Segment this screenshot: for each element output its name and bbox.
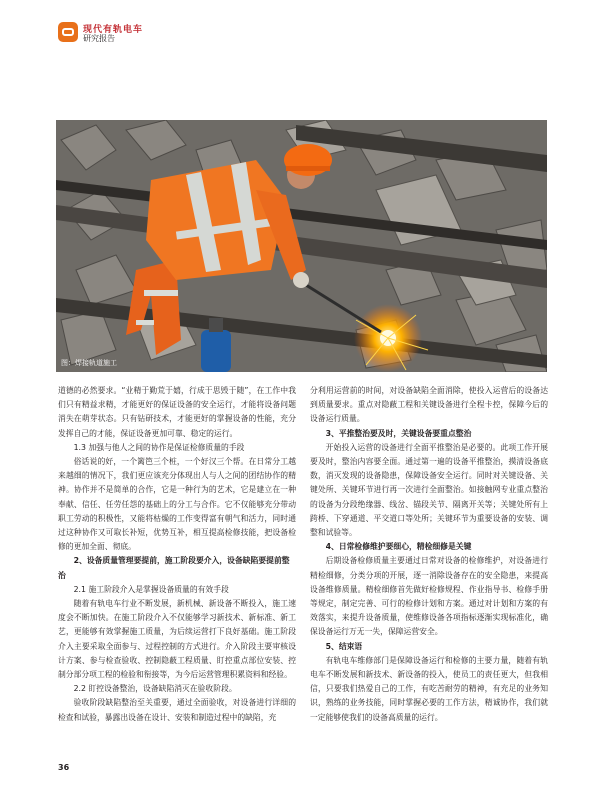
paragraph: 后期设备检修质量主要通过日常对设备的检修维护，对设备进行精检细修，分类分项的开展，逐一消除设备存在的安全隐患，来提高设备维修质量。精检细修首先做好检修规程、作业指导书、检修手册等规定，制定完善、可行的检修计划和方案。通过对计划和方案的有效落实，来提升设备质量，使维修设备各项指标逐渐实现标准化，确保设备运行万无一失，保障运营安全。 <box>310 556 548 637</box>
magazine-name: 现代有轨电车 <box>83 25 144 35</box>
paragraph: 验收阶段缺陷整治至关重要，通过全面验收，对设备进行详细的检查和试验，暴露出设备在设计、安装和制造过程中的缺陷，充 <box>58 698 296 722</box>
photo-illustration <box>56 120 547 372</box>
section-heading: 3、平推整治要及时，关键设备要重点整治 <box>325 428 472 438</box>
page-header <box>58 22 278 46</box>
subheading: 2.2 盯控设备整治，设备缺陷消灭在验收阶段。 <box>73 684 237 694</box>
section-heading: 5、结束语 <box>325 641 363 651</box>
left-text-column <box>58 384 296 725</box>
right-text-column <box>310 384 548 725</box>
subheading: 2.1 施工阶段介入是掌握设备质量的有效手段 <box>73 584 229 594</box>
paragraph: 俗话说的好，一个篱笆三个桩，一个好汉三个帮。在日常分工越来越细的情况下，我们更应该充分体现出人与人之间的团结协作的精神。协作并不是简单的合作，它是一种行为的艺术，它是建立在一种奉献、信任、任劳任怨的基础上的分工与合作。它不仅能够充分带动职工劳动的积极性，又能将枯燥的工作变得富有朝气和活力，同时通过这种协作又可取长补短，优势互补，相互提高检修技能，把设备检修的更加全面、彻底。 <box>58 457 296 552</box>
paragraph: 分利用运营前的时间，对设备缺陷全面消除，使投入运营后的设备达到质量要求。重点对隐蔽工程和关键设备进行全程卡控，保障今后的设备运行质量。 <box>310 386 548 424</box>
photo-caption: 图：焊接轨道施工 <box>61 359 117 367</box>
magazine-logo-icon <box>58 22 78 42</box>
subheading: 1.3 加强与他人之间的协作是保证检修质量的手段 <box>73 442 245 452</box>
paragraph: 有轨电车维修部门是保障设备运行和检修的主要力量，随着有轨电车不断发展和新技术、新设备的投入，使员工的责任更大，但我相信，只要我们热爱自己的工作，有吃苦耐劳的精神，有充足的业务知识，熟练的业务技能，同时掌握必要的工作方法，精诚协作，我们就一定能够使我们的设备高质量的运行。 <box>310 655 548 722</box>
page-number: 36 <box>58 763 70 772</box>
section-heading: 4、日常检修维护要细心，精检细修是关键 <box>325 542 472 552</box>
paragraph: 开始投入运营的设备进行全面平推整治是必要的。此项工作开展要及时，整治内容要全面。通过第一遍的设备平推整治，摸清设备底数，消灭发现的设备隐患，保障设备安全运行。同时对关键设备、关键处所、关键环节进行再一次进行全面整治。如接触网专业重点整治的设备为分段绝缘器、线岔、锚段关节、隔离开关等；关键处所有上跨桥、下穿通道、平交道口等处所；关键环节为重要设备的安装、调整和试验等。 <box>310 442 548 538</box>
rail-welding-photo <box>56 120 547 372</box>
paragraph: 道德的必然要求。“业精于勤荒于嬉，行成于思毁于随”，在工作中我们只有精益求精，才能更好的保证设备的安全运行，才能将设备问题消失在萌芽状态。只有钻研技术，才能更好的掌握设备的性能，充分发挥自己的才能，保证设备更加可靠、稳定的运行。 <box>58 386 296 438</box>
section-name: 研究报告 <box>83 34 115 43</box>
section-heading: 2、设备质量管理要提前，施工阶段要介入，设备缺陷要提前整治 <box>58 556 290 580</box>
paragraph: 随着有轨电车行业不断发展，新机械、新设备不断投入，施工速度会不断加快。在施工阶段介入不仅能够学习新技术、新标准、新工艺，更能够有效掌握施工质量，为后续运营打下良好基础。施工阶段介入主要采取全面参与、过程控制的方式进行。介入阶段主要审核设计方案、参与检查验收、控制隐蔽工程质量、盯控重点部位安装、控制分部分项工程的检验和衔接等，为今后运营管理积累资料和经验。 <box>58 599 296 680</box>
